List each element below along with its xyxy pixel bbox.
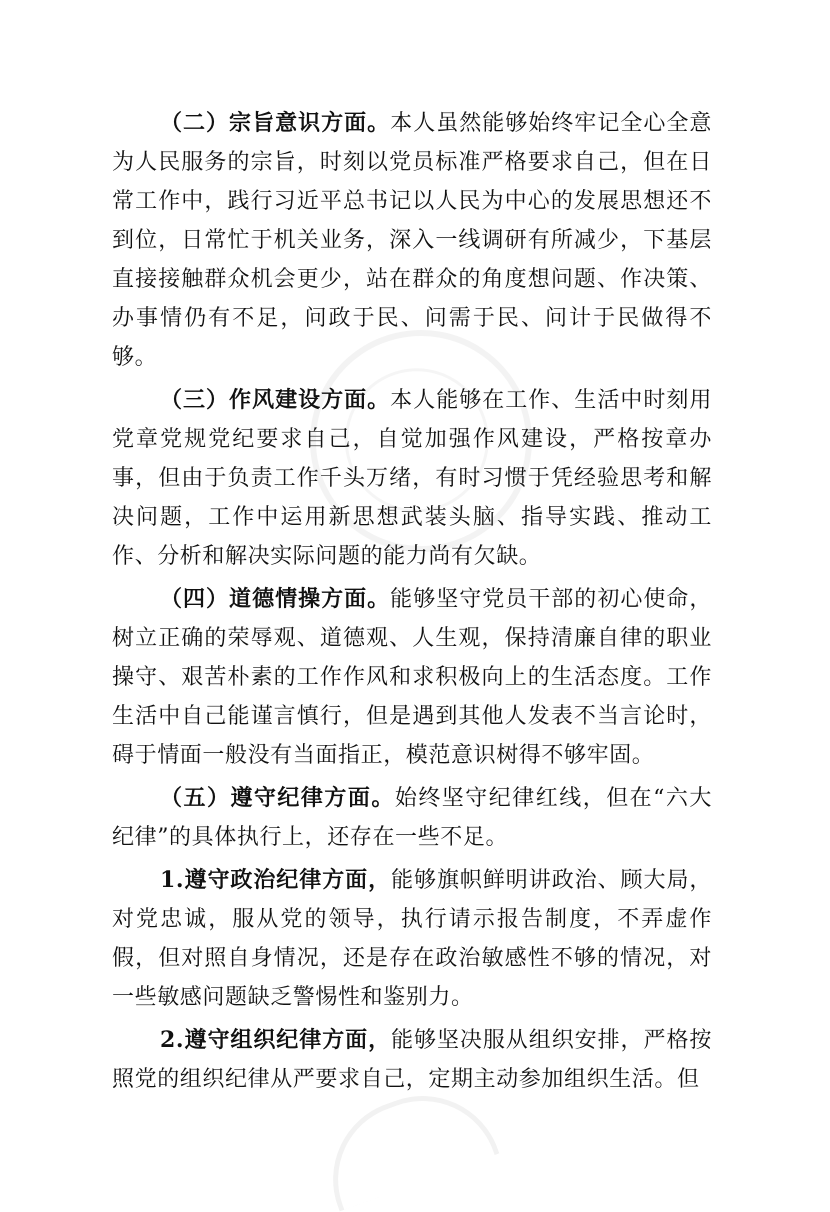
paragraph-text: 本人虽然能够始终牢记全心全意为人民服务的宗旨，时刻以党员标准严格要求自己，但在日常工作中，践行习近平总书记以人民为中心的发展思想还不到位，日常忙于机关业务，深入一线调研有所减少，下基层直接接触群众机会更少，站在群众的角度想问题、作决策、办事情仍有不足，问政于民、问需于民、问计于民做得不够。 (112, 111, 712, 370)
paragraph-organizational-discipline (112, 1021, 712, 1099)
paragraph-moral-character (112, 580, 712, 775)
paragraph-work-style (112, 381, 712, 576)
paragraph-heading: 1.遵守政治纪律方面， (160, 867, 392, 893)
paragraph-heading: （三）作风建设方面。 (160, 387, 391, 413)
paragraph-heading: （五）遵守纪律方面。 (160, 785, 395, 811)
paragraph-discipline (112, 779, 712, 857)
paragraph-purpose-awareness (112, 104, 712, 377)
paragraph-text: 能够坚决服从组织安排，严格按照党的组织纪律从严要求自己，定期主动参加组织生活。但 (112, 1028, 712, 1092)
paragraph-heading: （二）宗旨意识方面。 (160, 110, 391, 136)
document-body (112, 104, 712, 1099)
paragraph-political-discipline (112, 861, 712, 1017)
paragraph-text: 始终坚守纪律红线，但在“六大纪律”的具体执行上，还存在一些不足。 (112, 786, 712, 850)
paragraph-heading: （四）道德情操方面。 (160, 586, 391, 612)
paragraph-text: 本人能够在工作、生活中时刻用党章党规党纪要求自己，自觉加强作风建设，严格按章办事，但由于负责工作千头万绪，有时习惯于凭经验思考和解决问题，工作中运用新思想武装头脑、指导实践、推动工作、分析和解决实际问题的能力尚有欠缺。 (112, 388, 712, 569)
paragraph-text: 能够坚守党员干部的初心使命，树立正确的荣辱观、道德观、人生观，保持清廉自律的职业操守、艰苦朴素的工作作风和求积极向上的生活态度。工作生活中自己能谨言慎行，但是遇到其他人发表不当言论时，碍于情面一般没有当面指正，模范意识树得不够牢固。 (112, 587, 712, 768)
paragraph-text: 能够旗帜鲜明讲政治、顾大局，对党忠诚，服从党的领导，执行请示报告制度，不弄虚作假，但对照自身情况，还是存在政治敏感性不够的情况，对一些敏感问题缺乏警惕性和鉴别力。 (112, 868, 712, 1010)
paragraph-heading: 2.遵守组织纪律方面， (160, 1027, 392, 1053)
